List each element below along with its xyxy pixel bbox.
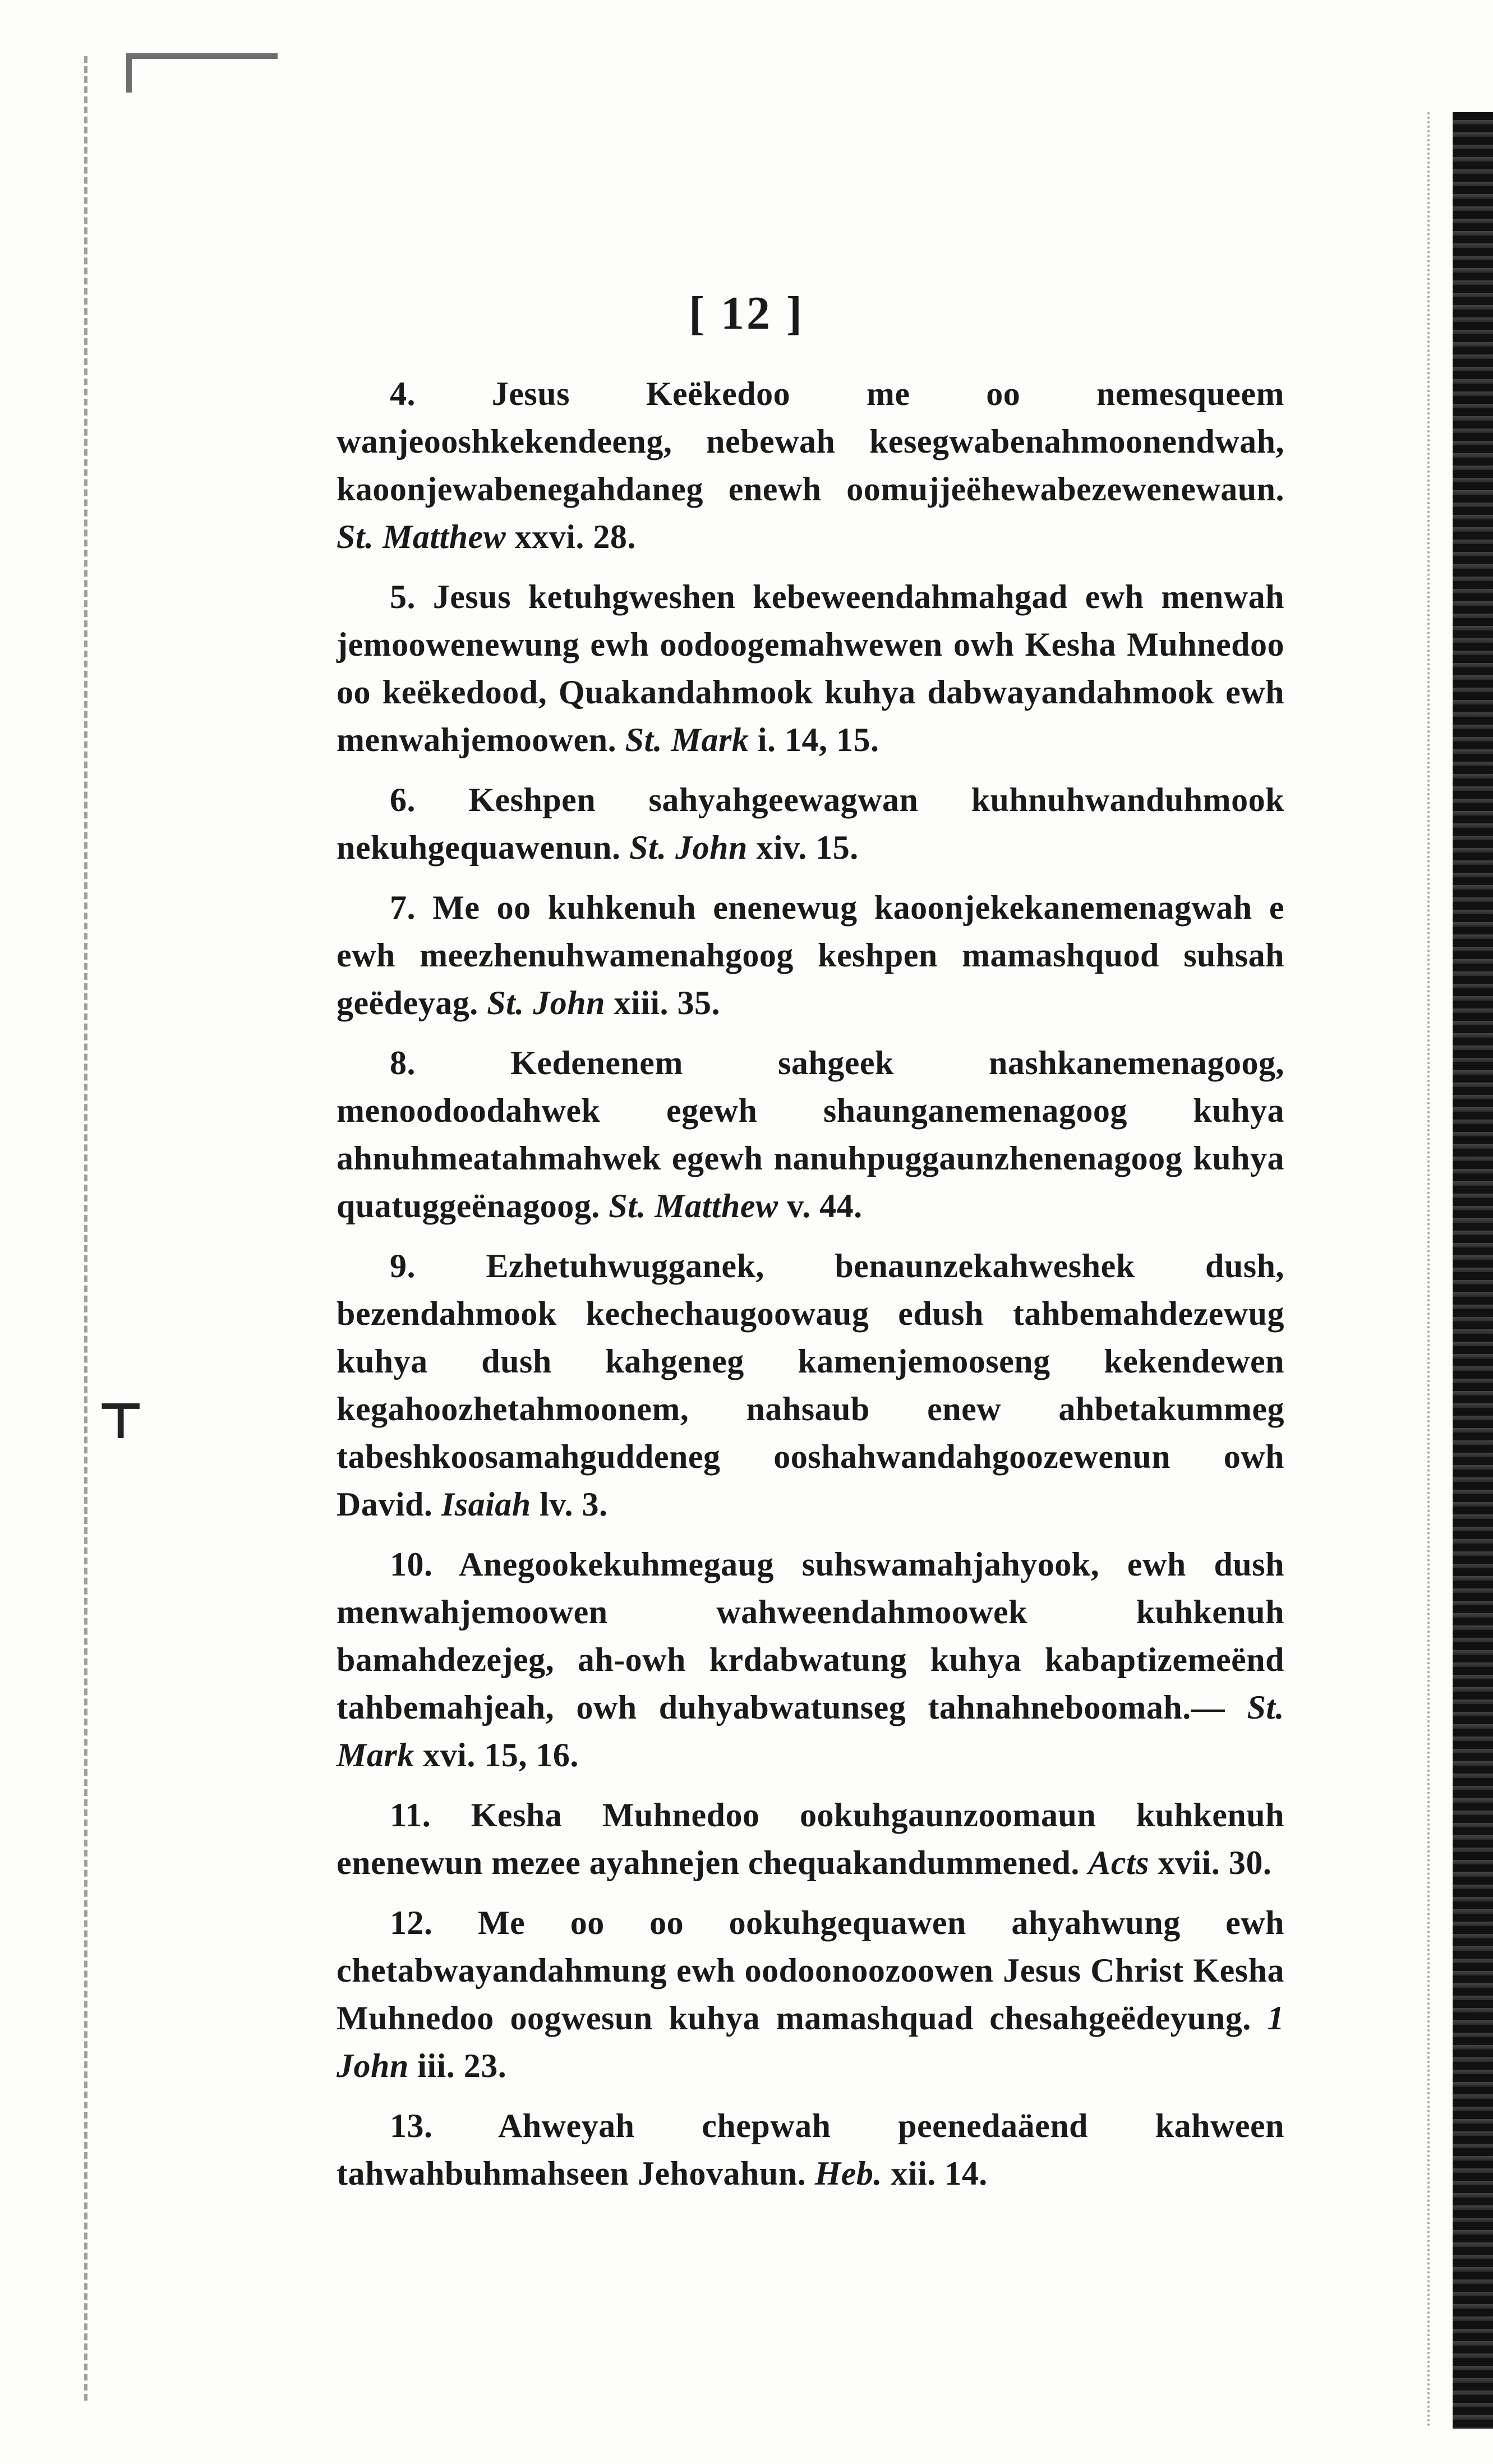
verse-text: Kesha Muhnedoo ookuhgaunzoomaun kuhkenuh enenewun mezee ayahnejen chequakandummened. [337, 1797, 1284, 1881]
verse-reference: St. John [629, 829, 748, 866]
verse-text: Jesus Keëkedoo me oo nemesqueem wanjeooshkekendeeng, nebewah kesegwabenahmoonendwah, kaoonjewabenegahdaneg enewh oomujjeëhewabezewenewaun. [337, 375, 1284, 508]
verse-reference: 1 John [337, 2000, 1285, 2084]
left-binding-edge [84, 56, 138, 2401]
verse-number: 10. [390, 1546, 433, 1583]
verse-text: Me oo oo ookuhgequawen ahyahwung ewh chetabwayandahmung ewh oodoonoozoowen Jesus Christ Kesha Muhnedoo oogwesun kuhya mamashquad chesahgeëdeyung. [337, 1904, 1284, 2037]
verse-citation: xvi. 15, 16. [423, 1737, 579, 1774]
verse-reference: Heb. [814, 2155, 882, 2192]
right-gutter-strip [1453, 112, 1493, 2429]
verse-11 [337, 1791, 1284, 1887]
verse-number: 5. [390, 578, 416, 615]
verse-number: 13. [390, 2107, 433, 2144]
verse-citation: xii. 14. [891, 2155, 988, 2192]
scan-corner-mark [126, 53, 278, 93]
verse-12 [337, 1899, 1284, 2090]
right-scan-fringe [1427, 112, 1455, 2429]
verse-number: 6. [390, 781, 416, 818]
verse-citation: xxvi. 28. [514, 518, 636, 555]
verse-number: 11. [390, 1797, 431, 1834]
verse-reference: St. Matthew [609, 1187, 778, 1224]
verse-number: 4. [390, 375, 416, 412]
verse-citation: lv. 3. [540, 1486, 608, 1523]
verse-reference: St. Mark [625, 721, 749, 758]
verse-text: Anegookekuhmegaug suhswamahjahyook, ewh dush menwahjemoowen wahweendahmoowek kuhkenuh bamahdezejeg, ah-owh krdabwatung kuhya kabaptizemeënd tahbemahjeah, owh duhyabwatunseg tahnahneboomah.— [337, 1546, 1284, 1726]
verse-list [337, 370, 1284, 2210]
verse-text: Kedenenem sahgeek nashkanemenagoog, menoodoodahwek egewh shaunganemenagoog kuhya ahnuhmeatahmahwek egewh nanuhpuggaunzhenenagoog kuhya quatuggeënagoog. [337, 1044, 1284, 1224]
margin-mark: ⊤ [96, 1394, 145, 1449]
verse-reference: St. Mark [337, 1689, 1284, 1774]
verse-number: 8. [390, 1044, 416, 1081]
verse-text: Keshpen sahyahgeewagwan kuhnuhwanduhmook nekuhgequawenun. [337, 781, 1285, 866]
verse-number: 9. [390, 1247, 416, 1284]
verse-citation: iii. 23. [417, 2047, 507, 2084]
verse-13 [337, 2102, 1284, 2198]
verse-citation: xiii. 35. [614, 984, 721, 1021]
verse-reference: Isaiah [441, 1486, 531, 1523]
verse-5 [337, 573, 1284, 764]
page-number: [ 12 ] [689, 287, 804, 339]
verse-4 [337, 370, 1284, 561]
verse-text: Ahweyah chepwah peenedaäend kahween tahwahbuhmahseen Jehovahun. [337, 2107, 1284, 2192]
verse-text: Me oo kuhkenuh enenewug kaoonjekekanemenagwah e ewh meezhenuhwamenahgoog keshpen mamashquod suhsah geëdeyag. [337, 889, 1285, 1021]
verse-number: 12. [390, 1904, 433, 1941]
verse-citation: v. 44. [786, 1187, 863, 1224]
verse-reference: Acts [1088, 1844, 1150, 1881]
verse-text: Jesus ketuhgweshen kebeweendahmahgad ewh menwah jemoowenewung ewh oodoogemahwewen owh Kesha Muhnedoo oo keëkedood, Quakandahmook kuhya dabwayandahmook ewh menwahjemoowen. [337, 578, 1284, 758]
verse-9 [337, 1242, 1284, 1528]
verse-reference: St. Matthew [337, 518, 506, 555]
verse-citation: xvii. 30. [1158, 1844, 1272, 1881]
verse-7 [337, 884, 1284, 1027]
verse-citation: xiv. 15. [756, 829, 859, 866]
verse-number: 7. [390, 889, 416, 926]
verse-text: Ezhetuhwugganek, benaunzekahweshek dush, bezendahmook kechechaugoowaug edush tahbemahdezewug kuhya dush kahgeneg kamenjemooseng kekendewen kegahoozhetahmoonem, nahsaub enew ahbetakummeg tabeshkoosamahguddeneg ooshahwandahgoozewenun owh David. [337, 1247, 1284, 1523]
verse-citation: i. 14, 15. [757, 721, 879, 758]
verse-10 [337, 1541, 1284, 1779]
verse-reference: St. John [487, 984, 606, 1021]
verse-8 [337, 1039, 1284, 1230]
verse-6 [337, 776, 1284, 872]
